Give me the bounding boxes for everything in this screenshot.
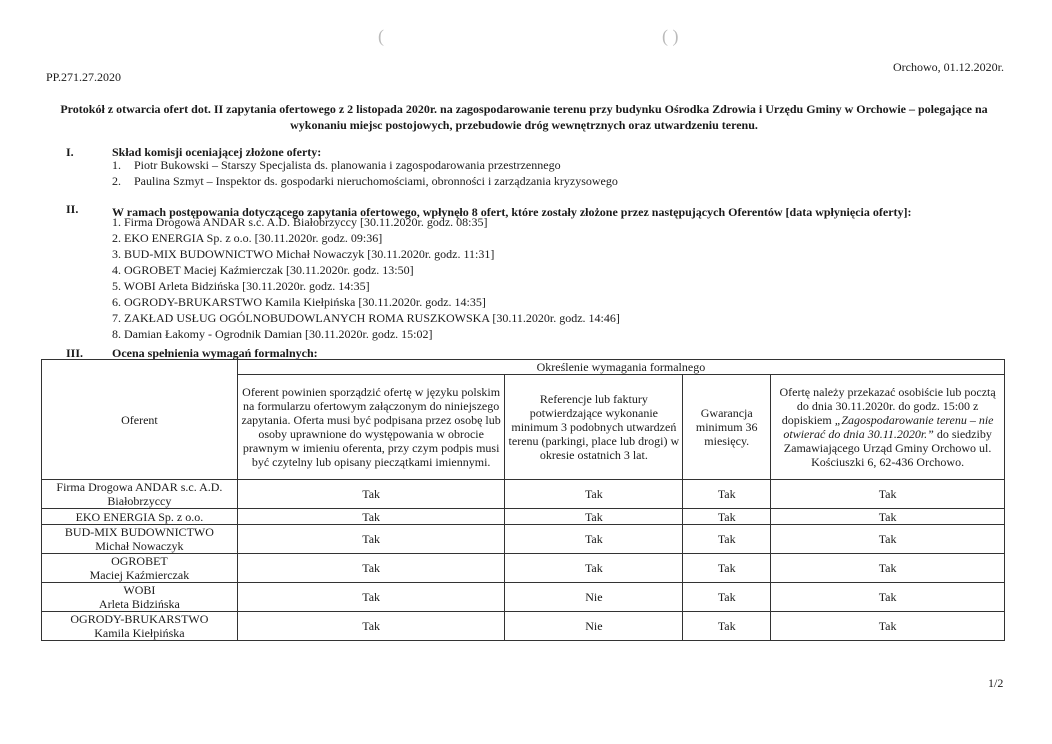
section-2-heading: W ramach postępowania dotyczącego zapytania ofertowego, wpłynęło 8 ofert, które zostały złożone przez następujących Oferentów [data wpłynięcia oferty]:	[112, 205, 912, 219]
reference-number: PP.271.27.2020	[46, 70, 122, 84]
result-cell: Tak	[771, 612, 1005, 641]
result-cell: Tak	[683, 509, 771, 525]
result-cell: Tak	[683, 525, 771, 554]
result-cell: Tak	[505, 554, 683, 583]
section-2-number: II.	[66, 202, 79, 216]
result-cell: Tak	[505, 480, 683, 509]
result-cell: Tak	[505, 509, 683, 525]
group-header: Określenie wymagania formalnego	[237, 360, 1004, 375]
result-cell: Tak	[237, 509, 505, 525]
section-1-number: I.	[66, 145, 74, 159]
table-row	[42, 509, 1005, 525]
formal-requirements-table	[41, 359, 1005, 641]
result-cell: Nie	[505, 583, 683, 612]
list-item: 3. BUD-MIX BUDOWNICTWO Michał Nowaczyk [30.11.2020r. godz. 11:31]	[112, 247, 495, 261]
result-cell: Tak	[771, 509, 1005, 525]
place-date: Orchowo, 01.12.2020r.	[893, 60, 1004, 74]
list-item: 5. WOBI Arleta Bidzińska [30.11.2020r. godz. 14:35]	[112, 279, 370, 293]
list-item: 1. Firma Drogowa ANDAR s.c. A.D. Białobrzyccy [30.11.2020r. godz. 08:35]	[112, 215, 488, 229]
list-item: 6. OGRODY-BRUKARSTWO Kamila Kiełpińska [30.11.2020r. godz. 14:35]	[112, 295, 486, 309]
offerer-cell: Firma Drogowa ANDAR s.c. A.D. Białobrzyccy	[42, 480, 238, 509]
list-item: 1. Piotr Bukowski – Starszy Specjalista ds. planowania i zagospodarowania przestrzennego	[112, 158, 561, 172]
criterion-header: Gwarancja minimum 36 miesięcy.	[683, 375, 771, 480]
table-row	[42, 554, 1005, 583]
table-row	[42, 525, 1005, 554]
result-cell: Tak	[771, 480, 1005, 509]
result-cell: Tak	[237, 525, 505, 554]
table-row	[42, 480, 1005, 509]
result-cell: Tak	[771, 583, 1005, 612]
document-title: Protokół z otwarcia ofert dot. II zapytania ofertowego z 2 listopada 2020r. na zagospodarowanie terenu przy budynku Ośrodka Zdrowia i Urzędu Gminy w Orchowie – polegające na wykonaniu miejsc postojowych, przebudowie dróg wewnętrznych oraz utwardzeniu terenu.	[60, 102, 988, 132]
result-cell: Tak	[683, 583, 771, 612]
offerer-cell: OGROBET Maciej Kaźmierczak	[42, 554, 238, 583]
result-cell: Tak	[771, 554, 1005, 583]
list-item: 8. Damian Łakomy - Ogrodnik Damian [30.11.2020r. godz. 15:02]	[112, 327, 433, 341]
committee-list	[112, 157, 618, 189]
result-cell: Nie	[505, 612, 683, 641]
offers-list	[112, 214, 620, 342]
offerer-cell: OGRODY-BRUKARSTWO Kamila Kiełpińska	[42, 612, 238, 641]
section-3-heading: Ocena spełnienia wymagań formalnych:	[112, 346, 318, 360]
table-row	[42, 612, 1005, 641]
section-3-number: III.	[66, 346, 84, 360]
column-header-oferent: Oferent	[42, 360, 238, 480]
result-cell: Tak	[505, 525, 683, 554]
result-cell: Tak	[237, 612, 505, 641]
list-item: 4. OGROBET Maciej Kaźmierczak [30.11.2020r. godz. 13:50]	[112, 263, 414, 277]
result-cell: Tak	[683, 554, 771, 583]
page-number: 1/2	[988, 676, 1004, 690]
list-item: 2. Paulina Szmyt – Inspektor ds. gospodarki nieruchomościami, obronności i zarządzania kryzysowego	[112, 174, 618, 188]
criterion-header: Referencje lub faktury potwierdzające wykonanie minimum 3 podobnych utwardzeń terenu (parkingi, place lub drogi) w okresie ostatnich 3 lat.	[505, 375, 683, 480]
section-1-heading: Skład komisji oceniającej złożone oferty:	[112, 145, 322, 159]
result-cell: Tak	[771, 525, 1005, 554]
offerer-cell: EKO ENERGIA Sp. z o.o.	[42, 509, 238, 525]
result-cell: Tak	[237, 583, 505, 612]
result-cell: Tak	[237, 480, 505, 509]
result-cell: Tak	[683, 612, 771, 641]
punch-hole-mark: (	[378, 26, 384, 46]
punch-hole-mark: ( )	[662, 26, 679, 46]
criterion-header: Ofertę należy przekazać osobiście lub pocztą do dnia 30.11.2020r. do godz. 15:00 z dopiskiem „Zagospodarowanie terenu – nie otwierać do dnia 30.11.2020r.” do siedziby Zamawiającego Urząd Gminy Orchowo ul. Kościuszki 6, 62-436 Orchowo.	[771, 375, 1005, 480]
result-cell: Tak	[237, 554, 505, 583]
list-item: 7. ZAKŁAD USŁUG OGÓLNOBUDOWLANYCH ROMA RUSZKOWSKA [30.11.2020r. godz. 14:46]	[112, 311, 620, 325]
offerer-cell: BUD-MIX BUDOWNICTWO Michał Nowaczyk	[42, 525, 238, 554]
offerer-cell: WOBI Arleta Bidzińska	[42, 583, 238, 612]
list-item: 2. EKO ENERGIA Sp. z o.o. [30.11.2020r. godz. 09:36]	[112, 231, 383, 245]
table-row	[42, 583, 1005, 612]
criterion-header: Oferent powinien sporządzić ofertę w języku polskim na formularzu ofertowym załączonym do niniejszego zapytania. Oferta musi być podpisana przez osobę lub osoby uprawnione do występowania w obrocie prawnym w imieniu oferenta, przy czym podpis musi być czytelny lub opisany pieczątkami imiennymi.	[237, 375, 505, 480]
result-cell: Tak	[683, 480, 771, 509]
